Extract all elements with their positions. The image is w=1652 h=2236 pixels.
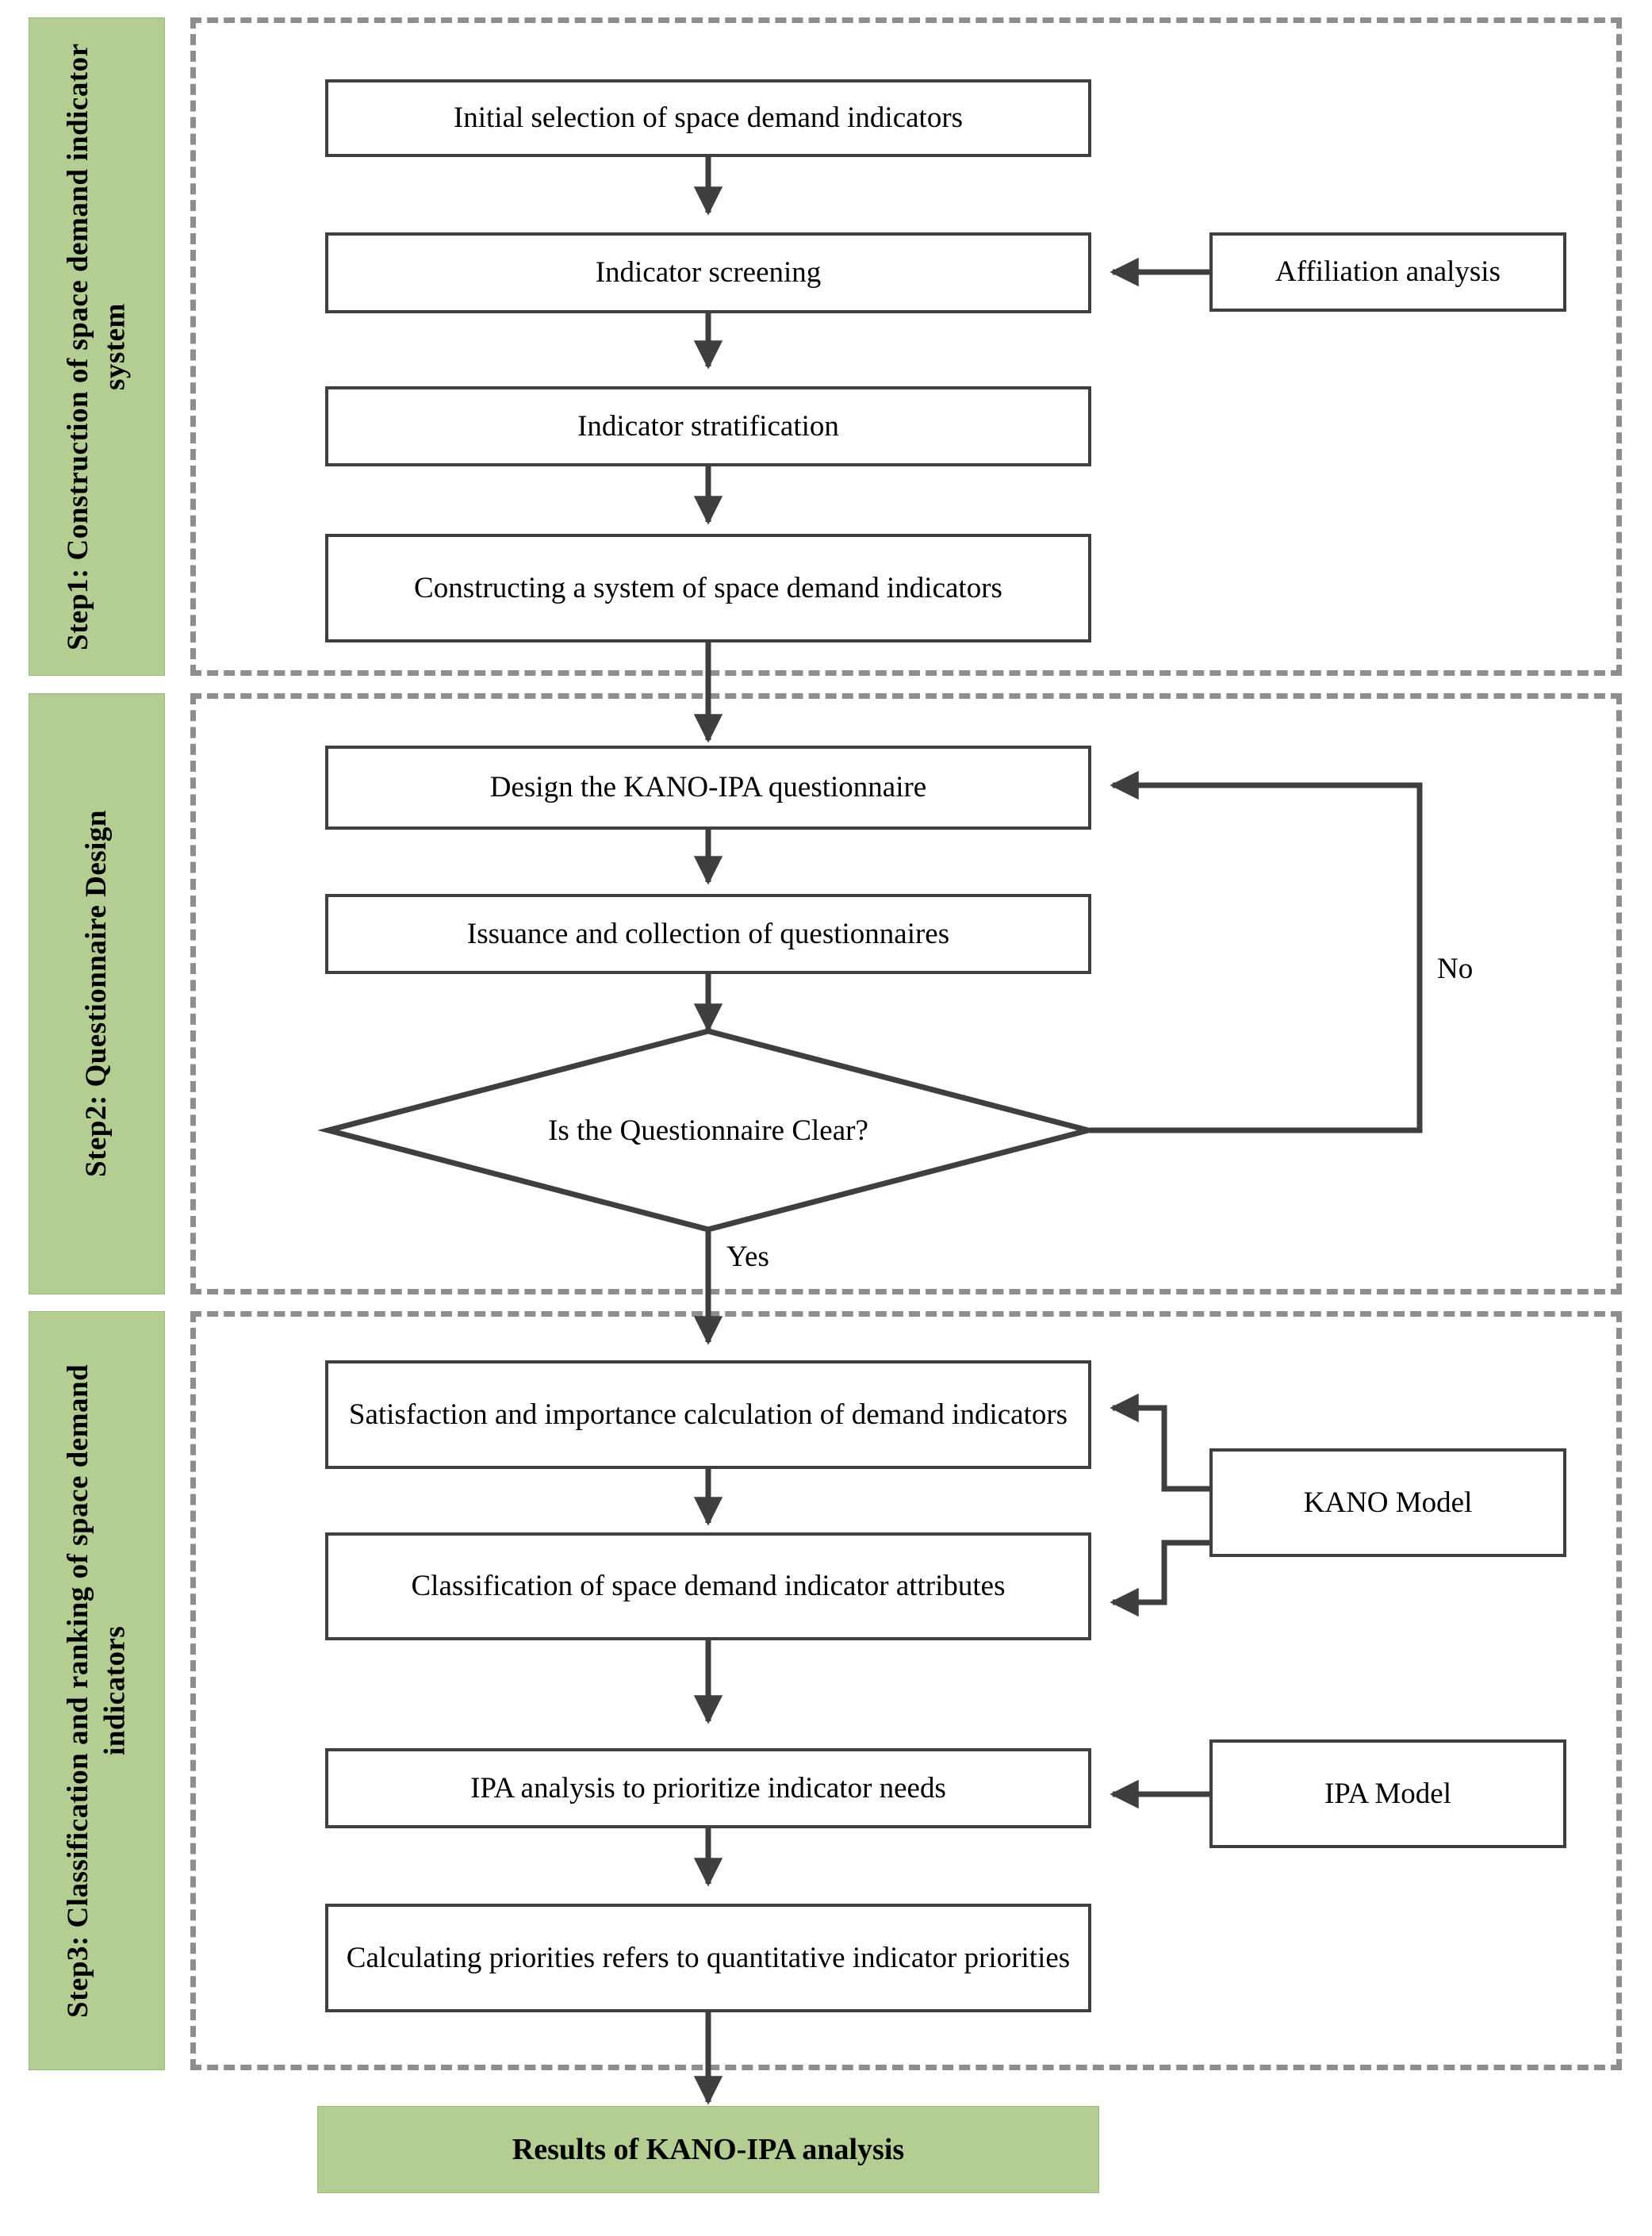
edge-label-yes: Yes [723, 1240, 772, 1274]
step-label-step1 [29, 17, 165, 676]
results-banner [317, 2106, 1099, 2193]
node-ipa-model[interactable] [1209, 1739, 1566, 1848]
node-issuance-collection[interactable] [325, 894, 1091, 974]
node-ipa-analysis[interactable] [325, 1748, 1091, 1828]
node-affiliation-analysis[interactable] [1209, 232, 1566, 312]
edge-label-no: No [1434, 952, 1476, 986]
node-design-questionnaire[interactable] [325, 746, 1091, 830]
node-classification-attributes[interactable] [325, 1532, 1091, 1640]
node-kano-model[interactable] [1209, 1448, 1566, 1557]
node-indicator-stratification-label: Indicator stratification [577, 409, 839, 443]
node-ipa-model-label: IPA Model [1324, 1777, 1452, 1810]
node-indicator-stratification[interactable] [325, 386, 1091, 466]
node-calculating-priorities[interactable] [325, 1904, 1091, 2012]
node-design-questionnaire-label: Design the KANO-IPA questionnaire [489, 771, 927, 804]
node-satisfaction-importance-label: Satisfaction and importance calculation of demand indicators [348, 1398, 1068, 1431]
node-ipa-analysis-label: IPA analysis to prioritize indicator needs [470, 1771, 946, 1805]
node-affiliation-analysis-label: Affiliation analysis [1275, 255, 1501, 289]
node-decision-questionnaire-clear-label: Is the Questionnaire Clear? [548, 1114, 868, 1147]
node-indicator-screening-label: Indicator screening [595, 256, 822, 290]
node-kano-model-label: KANO Model [1303, 1486, 1473, 1519]
node-constructing-system[interactable] [325, 534, 1091, 642]
step-label-step2 [29, 693, 165, 1294]
node-indicator-screening[interactable] [325, 232, 1091, 313]
node-initial-selection[interactable] [325, 79, 1091, 157]
node-issuance-collection-label: Issuance and collection of questionnaires [466, 917, 950, 950]
node-satisfaction-importance[interactable] [325, 1360, 1091, 1469]
node-constructing-system-label: Constructing a system of space demand indicators [414, 571, 1002, 604]
step-label-step2-text: Step2: Questionnaire Design [79, 810, 113, 1178]
node-classification-attributes-label: Classification of space demand indicator attributes [411, 1570, 1006, 1603]
results-banner-label: Results of KANO-IPA analysis [512, 2133, 905, 2166]
step-label-step3 [29, 1311, 165, 2070]
step-label-step1-text: Step1: Construction of space demand indicator system [61, 43, 131, 650]
step-label-step3-text: Step3: Classification and ranking of space demand indicators [61, 1363, 131, 2018]
node-calculating-priorities-label: Calculating priorities refers to quantitative indicator priorities [346, 1941, 1071, 1974]
node-decision-questionnaire-clear[interactable] [325, 1028, 1091, 1233]
node-initial-selection-label: Initial selection of space demand indicators [453, 102, 964, 135]
